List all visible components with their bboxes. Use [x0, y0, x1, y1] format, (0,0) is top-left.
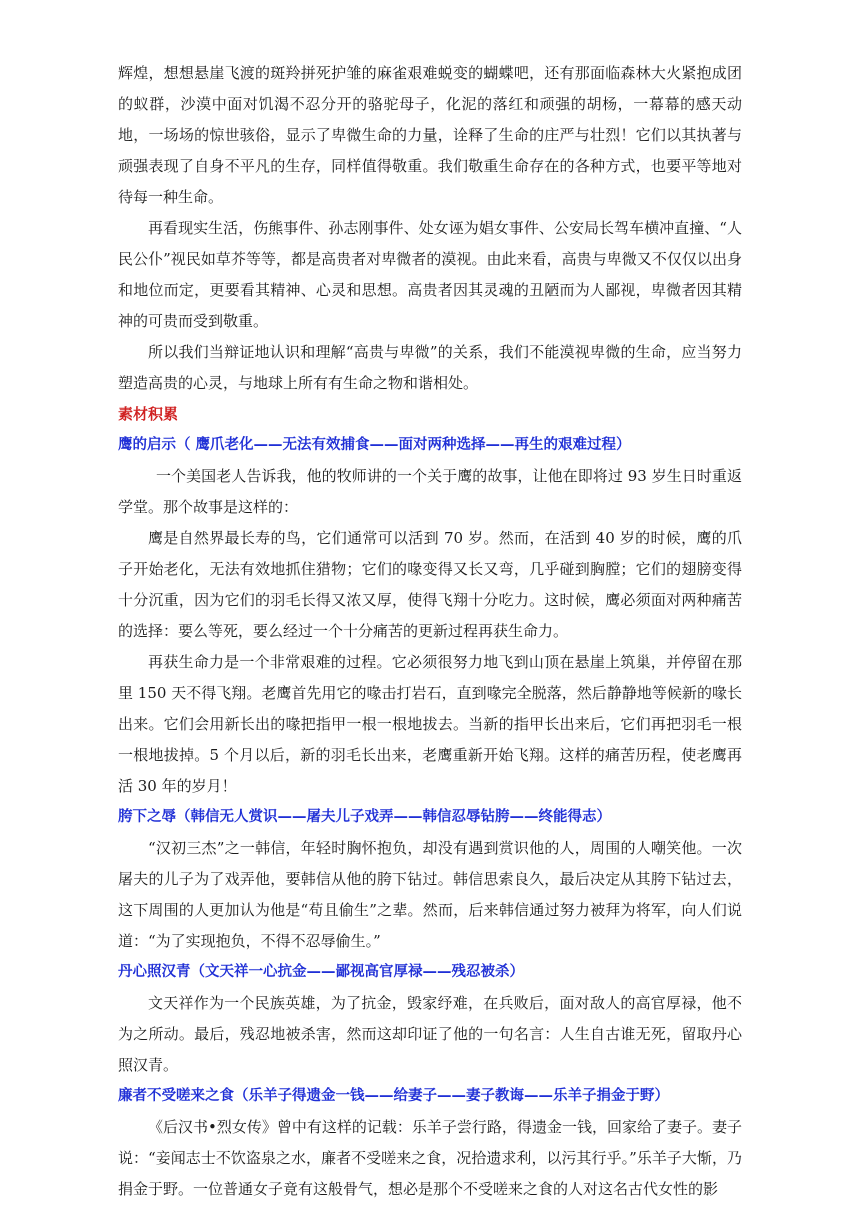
story-paragraph: “汉初三杰”之一韩信，年轻时胸怀抱负，却没有遇到赏识他的人，周围的人嘲笑他。一次屠夫的儿子为了戏弄他，要韩信从他的胯下钻过。韩信思索良久，最后决定从其胯下钻过去，这下周围的人更加认为他是“苟且偷生”之辈。然而，后来韩信通过努力被拜为将军，向人们说道：“为了实现抱负，不得不忍辱偷生。” [118, 839, 742, 950]
story-paragraph: 一个美国老人告诉我，他的牧师讲的一个关于鹰的故事，让他在即将过 93 岁生日时重返学堂。那个故事是这样的： [118, 467, 742, 516]
intro-paragraph-2: 再看现实生活，伤熊事件、孙志刚事件、处女诬为娼女事件、公安局长驾车横冲直撞、“人民公仆”视民如草芥等等，都是高贵者对卑微者的漠视。由此来看，高贵与卑微又不仅仅以出身和地位而定，更要看其精神、心灵和思想。高贵者因其灵魂的丑陋而为人鄙视，卑微者因其精神的可贵而受到敬重。 [118, 219, 742, 330]
story-title-wen-tianxiang: 丹心照汉青（文天祥一心抗金——鄙视高官厚禄——残忍被杀） [118, 964, 524, 980]
story-paragraph: 鹰是自然界最长寿的鸟，它们通常可以活到 70 岁。然而，在活到 40 岁的时候，鹰的爪子开始老化，无法有效地抓住猎物；它们的喙变得又长又弯，几乎碰到胸膛；它们的翅膀变得十分沉重，因为它们的羽毛长得又浓又厚，使得飞翔十分吃力。这时候，鹰必须面对两种痛苦的选择：要么等死，要么经过一个十分痛苦的更新过程再获生命力。 [118, 529, 742, 640]
story-paragraph: 《后汉书•烈女传》曾中有这样的记载：乐羊子尝行路，得遗金一钱，回家给了妻子。妻子说：“妾闻志士不饮盗泉之水，廉者不受嗟来之食，况拾遗求利，以污其行乎。”乐羊子大惭，乃捐金于野。一位普通女子竟有这般骨气，想必是那个不受嗟来之食的人对这名古代女性的影 [118, 1118, 742, 1198]
document-page [118, 58, 742, 1205]
story-paragraph: 再获生命力是一个非常艰难的过程。它必须很努力地飞到山顶在悬崖上筑巢，并停留在那里 150 天不得飞翔。老鹰首先用它的喙击打岩石，直到喙完全脱落，然后静静地等候新的喙长出来。它们会用新长出的喙把指甲一根一根地拔去。当新的指甲长出来后，它们再把羽毛一根一根地拔掉。5 个月以后，新的羽毛长出来，老鹰重新开始飞翔。这样的痛苦历程，使老鹰再活 30 年的岁月！ [118, 653, 742, 795]
intro-paragraph-3: 所以我们当辩证地认识和理解“高贵与卑微”的关系，我们不能漠视卑微的生命，应当努力塑造高贵的心灵，与地球上所有有生命之物和谐相处。 [118, 343, 742, 392]
story-paragraph: 文天祥作为一个民族英雄，为了抗金，毁家纾难，在兵败后，面对敌人的高官厚禄，他不为之所动。最后，残忍地被杀害，然而这却印证了他的一句名言：人生自古谁无死，留取丹心照汉青。 [118, 994, 742, 1074]
story-title-le-yangzi: 廉者不受嗟来之食（乐羊子得遗金一钱——给妻子——妻子教诲——乐羊子捐金于野） [118, 1088, 669, 1104]
story-title-han-xin: 胯下之辱（韩信无人赏识——屠夫儿子戏弄——韩信忍辱钻胯——终能得志） [118, 809, 611, 825]
section-heading: 素材积累 [118, 405, 179, 423]
intro-paragraph-1: 辉煌，想想悬崖飞渡的斑羚拼死护雏的麻雀艰难蜕变的蝴蝶吧，还有那面临森林大火紧抱成团的蚁群，沙漠中面对饥渴不忍分开的骆驼母子，化泥的落红和顽强的胡杨，一幕幕的感天动地，一场场的惊世骇俗，显示了卑微生命的力量，诠释了生命的庄严与壮烈！它们以其执著与顽强表现了自身不平凡的生存，同样值得敬重。我们敬重生命存在的各种方式，也要平等地对待每一种生命。 [118, 64, 742, 206]
story-title-eagle: 鹰的启示（ 鹰爪老化——无法有效捕食——面对两种选择——再生的艰难过程） [118, 437, 631, 453]
